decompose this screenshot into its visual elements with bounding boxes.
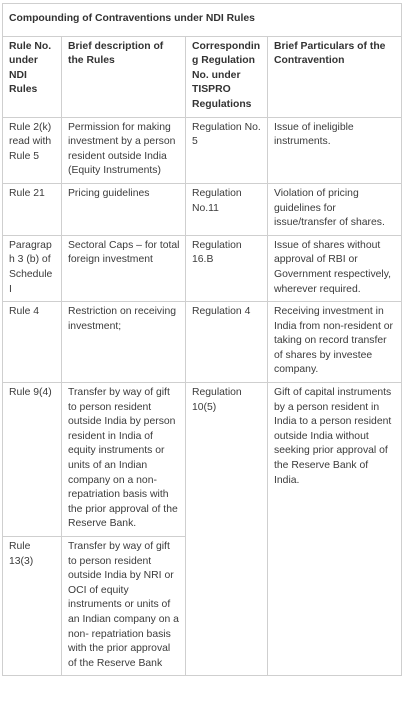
rule-cell: Rule 13(3) <box>3 537 62 676</box>
regulation-cell: Regulation 16.B <box>186 235 268 301</box>
table-caption: Compounding of Contraventions under NDI Rules <box>3 4 402 37</box>
particulars-cell: Violation of pricing guidelines for issue/transfer of shares. <box>268 183 402 235</box>
table-row <box>3 235 402 301</box>
regulation-cell: Regulation No. 5 <box>186 117 268 183</box>
particulars-cell: Issue of shares without approval of RBI or Government respectively, wherever required. <box>268 235 402 301</box>
rule-cell: Rule 4 <box>3 302 62 383</box>
description-cell: Pricing guidelines <box>62 183 186 235</box>
table-row <box>3 117 402 183</box>
particulars-cell: Issue of ineligible instruments. <box>268 117 402 183</box>
description-cell: Sectoral Caps – for total foreign investment <box>62 235 186 301</box>
header-row <box>3 36 402 117</box>
header-contravention-particulars: Brief Particulars of the Contravention <box>268 36 402 117</box>
description-cell: Transfer by way of gift to person resident outside India by person resident in India of equity instruments or units of an Indian company on a non-repatriation basis with the prior approval of the Reserve Bank. <box>62 383 186 537</box>
table-row <box>3 183 402 235</box>
rule-cell: Rule 2(k) read with Rule 5 <box>3 117 62 183</box>
particulars-cell: Gift of capital instruments by a person resident in India to a person resident outside India without seeking prior approval of the Reserve Bank of India. <box>268 383 402 676</box>
rule-cell: Paragraph 3 (b) of Schedule I <box>3 235 62 301</box>
header-tispro-regulation: Corresponding Regulation No. under TISPRO Regulations <box>186 36 268 117</box>
regulation-cell: Regulation 4 <box>186 302 268 383</box>
regulation-cell: Regulation No.11 <box>186 183 268 235</box>
rule-cell: Rule 21 <box>3 183 62 235</box>
table-row <box>3 383 402 537</box>
description-cell: Permission for making investment by a person resident outside India (Equity Instruments) <box>62 117 186 183</box>
particulars-cell: Receiving investment in India from non-resident or taking on record transfer of shares by investee company. <box>268 302 402 383</box>
header-rule-no: Rule No. under NDI Rules <box>3 36 62 117</box>
table-row <box>3 302 402 383</box>
ndi-compounding-table <box>2 3 402 676</box>
header-brief-description: Brief description of the Rules <box>62 36 186 117</box>
description-cell: Transfer by way of gift to person resident outside India by NRI or OCI of equity instruments or units of an Indian company on a non- repatriation basis with the prior approval of the Reserve Bank <box>62 537 186 676</box>
regulation-cell: Regulation 10(5) <box>186 383 268 676</box>
rule-cell: Rule 9(4) <box>3 383 62 537</box>
description-cell: Restriction on receiving investment; <box>62 302 186 383</box>
